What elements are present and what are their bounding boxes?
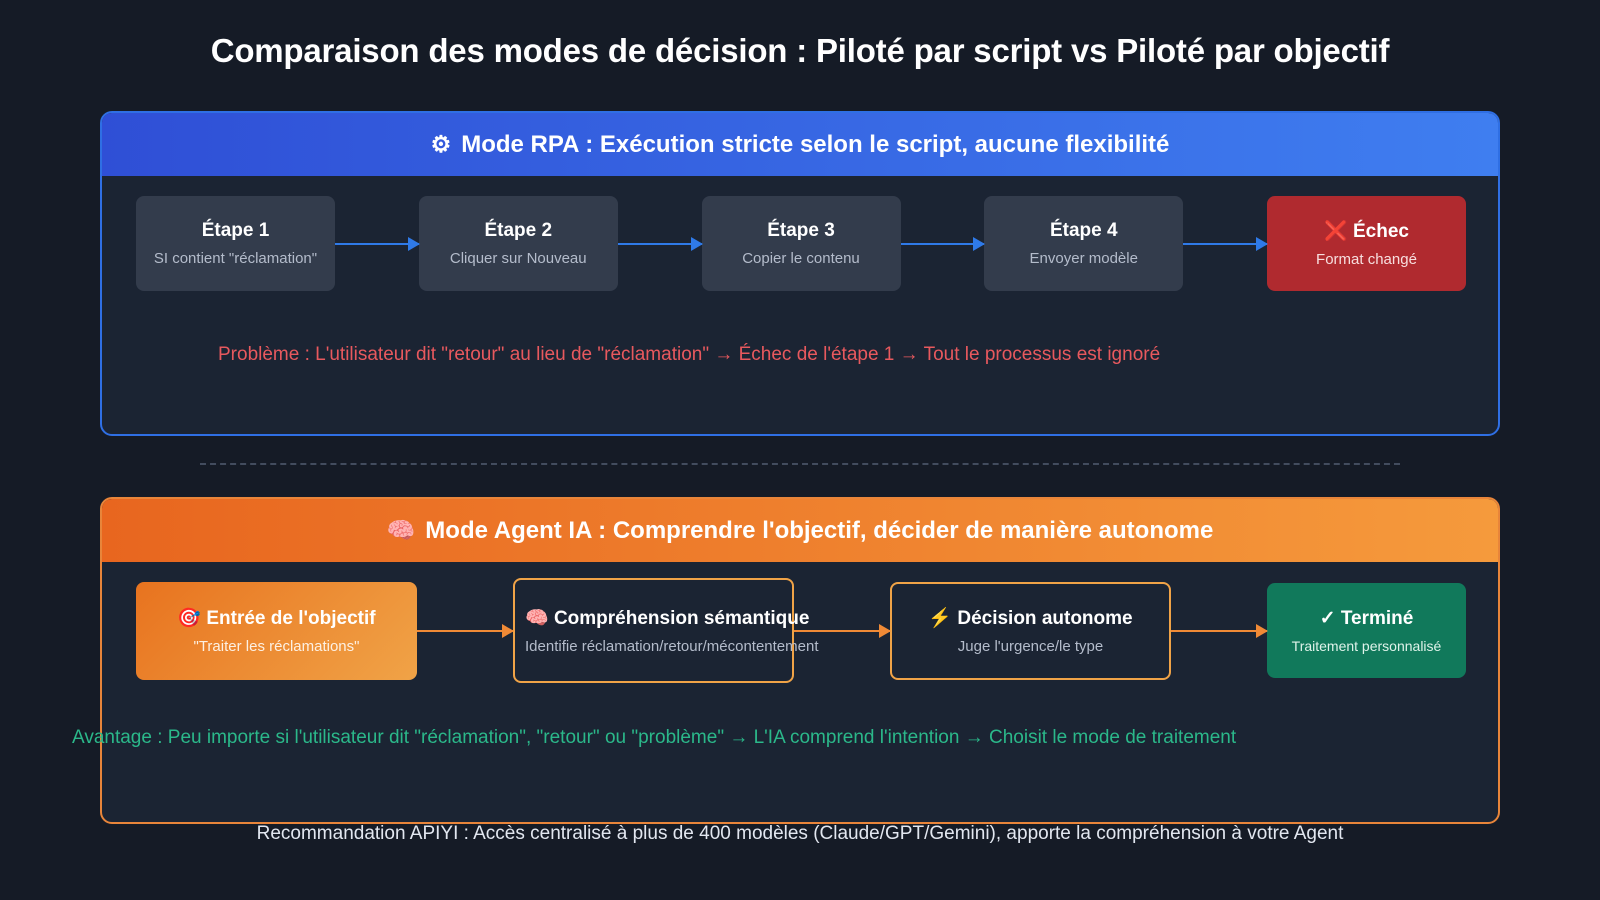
rpa-failure-label: Échec	[1352, 221, 1409, 242]
rpa-failure-sub: Format changé	[1316, 251, 1417, 268]
page-title: Comparaison des modes de décision : Piloté par script vs Piloté par objectif	[210, 32, 1390, 69]
rpa-step-3-sub: Copier le contenu	[742, 250, 860, 267]
agent-semantic-title	[525, 606, 810, 630]
agent-semantic-node	[513, 578, 819, 683]
arrow-icon-7	[1171, 630, 1267, 632]
agent-goal-node	[136, 582, 417, 680]
agent-decision-sub: Juge l'urgence/le type	[957, 638, 1104, 655]
rpa-step-1-sub: SI contient "réclamation"	[153, 250, 318, 267]
rpa-step-1	[136, 196, 335, 291]
arrow-icon-3	[901, 243, 985, 245]
agent-done-node	[1267, 583, 1466, 678]
arrow-icon-5	[417, 630, 513, 632]
agent-semantic-label: Compréhension sémantique	[553, 608, 810, 629]
rpa-panel-header	[102, 113, 1498, 176]
arrow-icon-6	[794, 630, 890, 632]
check-icon: ✓	[1319, 608, 1336, 629]
rpa-step-4-title: Étape 4	[1049, 220, 1118, 241]
lightning-icon: ⚡	[928, 608, 953, 629]
brain-icon-2: 🧠	[525, 608, 549, 629]
rpa-step-1-title: Étape 1	[201, 220, 270, 241]
cross-icon: ❌	[1324, 221, 1348, 242]
agent-semantic-sub: Identifie réclamation/retour/mécontentement	[525, 638, 819, 655]
agent-panel-header	[102, 499, 1498, 562]
agent-goal-title	[146, 606, 407, 630]
agent-advantage-note: Avantage : Peu importe si l'utilisateur dit "réclamation", "retour" ou "problème" → L'IA comprend l'intention → Choisit le mode de traitement	[72, 727, 1237, 748]
section-divider	[200, 463, 1400, 465]
agent-decision-title	[902, 606, 1159, 630]
agent-decision-node	[890, 582, 1171, 680]
arrow-icon-2	[618, 243, 702, 245]
brain-icon: 🧠	[386, 517, 416, 543]
rpa-step-3-title: Étape 3	[767, 220, 835, 241]
rpa-step-2-title: Étape 2	[484, 220, 553, 241]
agent-done-title	[1277, 607, 1456, 630]
agent-decision-label: Décision autonome	[957, 608, 1133, 629]
gear-icon: ⚙	[430, 131, 452, 157]
arrow-icon-1	[335, 243, 419, 245]
rpa-step-4-sub: Envoyer modèle	[1029, 250, 1138, 267]
rpa-header-label: Mode RPA : Exécution stricte selon le script, aucune flexibilité	[461, 130, 1170, 158]
agent-goal-label: Entrée de l'objectif	[206, 608, 376, 629]
rpa-step-4	[984, 196, 1183, 291]
agent-done-label: Terminé	[1340, 608, 1414, 629]
rpa-failure-node	[1267, 196, 1466, 291]
agent-header-label: Mode Agent IA : Comprendre l'objectif, décider de manière autonome	[425, 516, 1214, 544]
agent-goal-sub: "Traiter les réclamations"	[193, 638, 360, 655]
arrow-icon-4	[1183, 243, 1267, 245]
rpa-step-2	[419, 196, 618, 291]
rpa-problem-note: Problème : L'utilisateur dit "retour" au lieu de "réclamation" → Échec de l'étape 1 → Tout le processus est ignoré	[218, 344, 1161, 365]
agent-done-sub: Traitement personnalisé	[1291, 638, 1442, 654]
rpa-flow	[136, 196, 1466, 291]
rpa-failure-title	[1277, 219, 1456, 243]
footer-recommendation: Recommandation APIYI : Accès centralisé à plus de 400 modèles (Claude/GPT/Gemini), apporte la compréhension à votre Agent	[256, 823, 1344, 844]
rpa-step-3	[702, 196, 901, 291]
target-icon: 🎯	[177, 608, 202, 629]
agent-flow	[136, 578, 1466, 683]
rpa-step-2-sub: Cliquer sur Nouveau	[449, 250, 587, 267]
